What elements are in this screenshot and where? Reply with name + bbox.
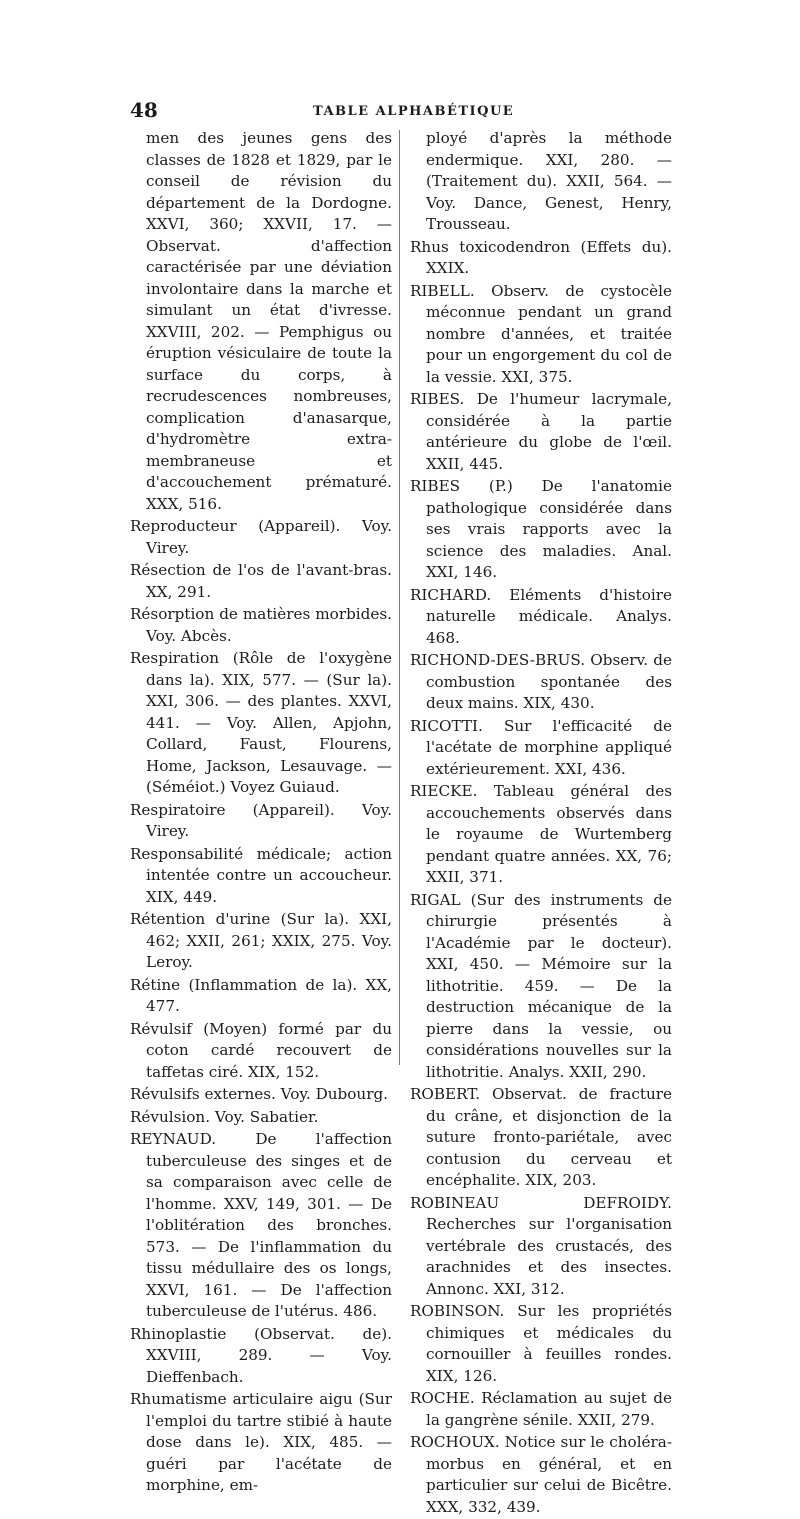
left-column	[130, 128, 392, 1498]
index-entry: Rétention d'urine (Sur la). XXI, 462; XXII, 261; XXIX, 275. Voy. Leroy.	[130, 910, 392, 971]
index-entry: Respiratoire (Appareil). Voy. Virey.	[130, 800, 392, 840]
index-entry: Respiration (Rôle de l'oxygène dans la). XIX, 577. — (Sur la). XXI, 306. — des plantes. XXVI, 441. — Voy. Allen, Apjohn, Collard, Faust, Flourens, Home, Jackson, Lesauvage. — (Séméiot.) Voyez Guiaud.	[130, 649, 392, 796]
index-entry: RICHOND-DES-BRUS. Observ. de combustion spontanée des deux mains. XIX, 430.	[410, 651, 672, 712]
index-entry: Rhus toxicodendron (Effets du). XXIX.	[410, 237, 672, 277]
index-entry: RIBES (P.) De l'anatomie pathologique considérée dans ses vrais rapports avec la science des maladies. Anal. XXI, 146.	[410, 477, 672, 581]
index-entry: Rhinoplastie (Observat. de). XXVIII, 289. — Voy. Dieffenbach.	[130, 1324, 392, 1386]
page-number: 48	[130, 98, 158, 122]
index-entry: RIGAL (Sur des instruments de chirurgie présentés à l'Académie par le docteur). XXI, 450. — Mémoire sur la lithotritie. 459. — De la destruction mécanique de la pierre dans la vessie, ou considérations nouvelles sur la lithotritie. Analys. XXII, 290.	[410, 890, 672, 1081]
index-entry: RIBES. De l'humeur lacrymale, considérée à la partie antérieure du globe de l'œil. XXII, 445.	[410, 390, 672, 473]
index-entry: Révulsif (Moyen) formé par du coton cardé recouvert de taffetas ciré. XIX, 152.	[130, 1019, 392, 1081]
index-entry: ROBINSON. Sur les propriétés chimiques et médicales du cornouiller à feuilles rondes. XIX, 126.	[410, 1302, 672, 1385]
index-entry: Reproducteur (Appareil). Voy. Virey.	[130, 517, 392, 557]
page-header	[0, 98, 800, 128]
index-entry: REYNAUD. De l'affection tuberculeuse des singes et de sa comparaison avec celle de l'homme. XXV, 149, 301. — De l'oblitération des bronches. 573. — De l'inflammation du tissu médullaire des os longs, XXVI, 161. — De l'affection tuberculeuse de l'utérus. 486.	[130, 1130, 392, 1320]
index-entry: Révulsifs externes. Voy. Dubourg.	[130, 1085, 389, 1103]
continued-entry: men des jeunes gens des classes de 1828 et 1829, par le conseil de révision du département de la Dordogne. XXVI, 360; XXVII, 17. — Observat. d'affection caractérisée par une déviation involontaire dans la marche et simulant un état d'ivresse. XXVIII, 202. — Pemphigus ou éruption vésiculaire de toute la surface du corps, à recrudescences nombreuses, complication d'anasarque, d'hydromètre extra-membraneuse et d'accouchement prématuré. XXX, 516.	[146, 129, 392, 513]
index-entry: Rétine (Inflammation de la). XX, 477.	[130, 975, 392, 1015]
index-entry: Résorption de matières morbides. Voy. Abcès.	[130, 605, 392, 645]
index-entry: ROCHE. Réclamation au sujet de la gangrène sénile. XXII, 279.	[410, 1389, 672, 1429]
index-entry: RICHARD. Eléments d'histoire naturelle médicale. Analys. 468.	[410, 585, 672, 647]
index-entry: Résection de l'os de l'avant-bras. XX, 291.	[130, 561, 392, 601]
index-entry: RIECKE. Tableau général des accouchements observés dans le royaume de Wurtemberg pendant quatre années. XX, 76; XXII, 371.	[410, 782, 672, 886]
index-entry: ROBERT. Observat. de fracture du crâne, et disjonction de la suture fronto-pariétale, avec contusion du cerveau et encéphalite. XIX, 203.	[410, 1085, 672, 1189]
index-entry: Rhumatisme articulaire aigu (Sur l'emploi du tartre stibié à haute dose dans le). XIX, 485. — guéri par l'acétate de morphine, em-	[130, 1390, 392, 1494]
column-divider	[399, 130, 400, 1065]
index-entry: RIBELL. Observ. de cystocèle méconnue pendant un grand nombre d'années, et traitée pour un engorgement du col de la vessie. XXI, 375.	[410, 281, 672, 386]
index-entry: Responsabilité médicale; action intentée contre un accoucheur. XIX, 449.	[130, 844, 392, 906]
continued-entry: ployé d'après la méthode endermique. XXI, 280. — (Traitement du). XXII, 564. — Voy. Dance, Genest, Henry, Trousseau.	[426, 129, 672, 233]
right-column	[410, 128, 672, 1519]
index-entry: RICOTTI. Sur l'efficacité de l'acétate de morphine appliqué extérieurement. XXI, 436.	[410, 716, 672, 778]
index-entry: ROBINEAU DEFROIDY. Recherches sur l'organisation vertébrale des crustacés, des arachnides et des insectes. Annonc. XXI, 312.	[410, 1193, 672, 1298]
running-title: TABLE ALPHABÉTIQUE	[313, 104, 515, 119]
index-entry: ROCHOUX. Notice sur le choléra-morbus en général, et en particulier sur celui de Bicêtre. XXX, 332, 439.	[410, 1433, 672, 1516]
index-entry: Révulsion. Voy. Sabatier.	[130, 1107, 319, 1126]
